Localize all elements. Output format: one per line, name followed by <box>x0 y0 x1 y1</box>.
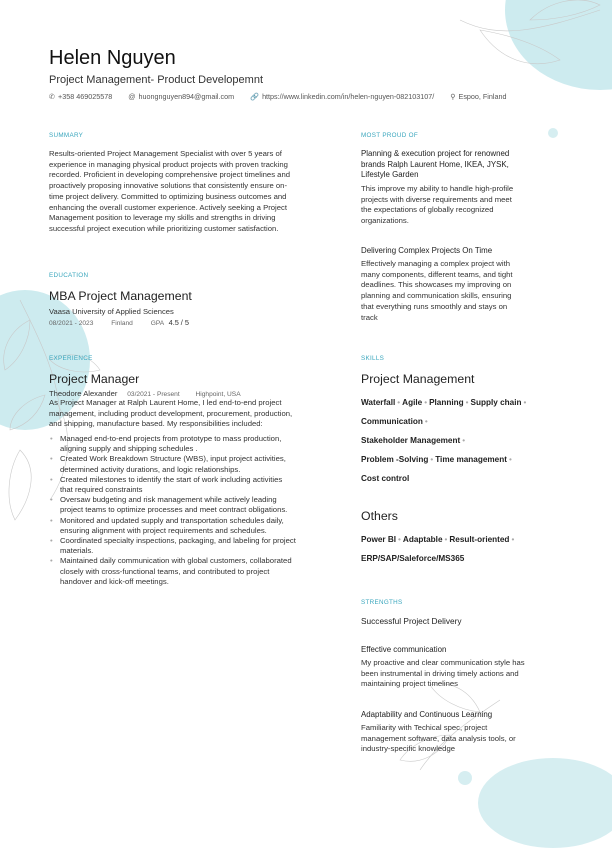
phone[interactable] <box>49 92 119 101</box>
skill-row: Problem -Solving • Time management • <box>361 455 512 464</box>
strength-title: Successful Project Delivery <box>361 616 462 626</box>
job-role: Project Manager <box>49 372 140 386</box>
job-intro <box>49 398 349 430</box>
degree: MBA Project Management <box>49 289 192 303</box>
gpa-label: GPA <box>150 320 164 327</box>
experience-heading: EXPERIENCE <box>49 355 93 362</box>
skill-tag: Result-oriented <box>449 535 510 544</box>
skill-row: Communication • <box>361 417 428 426</box>
proud-item-title: Delivering Complex Projects On Time <box>361 246 493 255</box>
job-bullets <box>49 434 349 587</box>
skill-tag: Power BI <box>361 535 397 544</box>
job-company: Theodore Alexander <box>49 389 118 398</box>
skill-tag: ERP/SAP/Saleforce/MS365 <box>361 554 465 563</box>
skills-group-title: Project Management <box>361 372 475 386</box>
summary-line: Results-oriented Project Management Specialist with over 5 years of <box>49 149 282 158</box>
skills-heading: SKILLS <box>361 355 385 362</box>
summary-line: Management position to leverage my skills and strengths in driving <box>49 213 276 223</box>
skill-tag: Cost control <box>361 474 410 483</box>
location <box>450 92 513 101</box>
job-intro-line: management, including product development, procurement, production, <box>49 408 293 418</box>
job-intro-line: As Project Manager at Ralph Laurent Home, I led end-to-end project <box>49 398 282 407</box>
decor-circle-bottom-right <box>478 758 612 848</box>
list-item: • Maintained daily communication with global customers, collaborated closely with cross-functional teams, and contributed to project handover and kick-off meetings. <box>49 556 349 587</box>
skills-group-title: Others <box>361 509 398 523</box>
list-item: • Managed end-to-end projects from prototype to mass production, aligning supply and shipping schedules . <box>49 434 349 454</box>
summary-line: time project delivery. Committed to optimizing business outcomes and <box>49 191 287 201</box>
education-location: Finland <box>111 320 133 327</box>
skill-row: Stakeholder Management • <box>361 436 466 445</box>
summary-heading: SUMMARY <box>49 132 84 139</box>
skill-tag: Time management <box>435 455 507 464</box>
link-icon: 🔗 <box>250 92 260 101</box>
phone-text: +358 469025578 <box>58 92 113 101</box>
summary-line: experience in managing physical product projects with proven tracking <box>49 159 288 169</box>
summary-text <box>49 149 349 235</box>
summary-line: recorded. Proficient in developing comprehensive project timelines and <box>49 170 291 180</box>
proud-heading: MOST PROUD OF <box>361 132 418 139</box>
job-dates: 03/2021 - Present <box>127 391 180 398</box>
strengths-heading: STRENGTHS <box>361 599 403 606</box>
strength-desc: My proactive and clear communication style has been instrumental in driving timely actions and maintaining project timelines <box>361 658 525 689</box>
skill-tag: Stakeholder Management <box>361 436 461 445</box>
skill-tag: Agile <box>402 398 423 407</box>
list-item: • Created Work Breakdown Structure (WBS), input project activities, determined activity durations, and logic relationships. <box>49 454 349 474</box>
at-icon: @ <box>128 92 136 101</box>
skill-row <box>361 474 409 483</box>
list-item: • Coordinated specialty inspections, packaging, and labeling for project materials. <box>49 536 349 556</box>
candidate-title: Project Management- Product Developemnt <box>49 74 263 86</box>
proud-item-desc: Effectively managing a complex project with many components, different teams, and tight deadlines. This showcases my improving on planning and communication skills, ensuring that everything runs smoothly and stays on track <box>361 259 513 322</box>
skill-tag: Problem -Solving <box>361 455 429 464</box>
decor-circle-top-right <box>505 0 612 90</box>
gpa-value: 4.5 <box>168 318 179 327</box>
summary-line: enhancing the overall customer experience. Actively seeking a Project <box>49 202 288 212</box>
skill-tag: Adaptable <box>402 535 443 544</box>
list-item: • Created milestones to identify the start of work including activities that required constraints <box>49 475 349 495</box>
list-item: • Oversaw budgeting and risk management while actively leading project teams to optimize processes and meet contract obligations. <box>49 495 349 515</box>
skill-row: Power BI • Adaptable • Result-oriented • <box>361 535 515 544</box>
list-item: • Monitored and updated supply and transportation schedules daily, ensuring alignment with project requirements and schedules. <box>49 516 349 536</box>
strength-title: Adaptability and Continuous Learning <box>361 710 493 719</box>
location-pin-icon: ⚲ <box>450 92 456 101</box>
education-heading: EDUCATION <box>49 272 89 279</box>
phone-icon: ✆ <box>49 92 56 101</box>
location-text: Espoo, Finland <box>458 92 507 101</box>
gpa-max: 5 <box>184 318 189 327</box>
decor-dot-bottom <box>458 771 472 785</box>
summary-line: proactively proposing innovative solutions that consistently ensure on- <box>49 181 288 191</box>
email[interactable] <box>128 92 241 101</box>
skill-tag: Planning <box>429 398 464 407</box>
job-meta <box>49 389 241 398</box>
school: Vaasa University of Applied Sciences <box>49 307 174 316</box>
candidate-name: Helen Nguyen <box>49 47 176 69</box>
skill-row <box>361 554 464 563</box>
summary-line: successful project execution while prioritizing customer satisfaction. <box>49 223 279 233</box>
skill-tag: Communication <box>361 417 423 426</box>
email-text: huongnguyen894@gmail.com <box>138 92 235 101</box>
decor-dot-top <box>548 128 558 138</box>
contact-row <box>49 92 521 101</box>
job-intro-line: and shipping, manufacture based. My responsibilities included: <box>49 419 263 429</box>
education-meta: 08/2021 - 2023 Finland GPA 4.5 / 5 <box>49 318 189 327</box>
proud-item-desc: This improve my ability to handle high-profile projects with diverse requirements and meet the expectations of globally recognized organizations. <box>361 184 514 226</box>
skill-row: Waterfall • Agile • Planning • Supply chain • <box>361 398 527 407</box>
job-location: Highpoint, USA <box>195 391 241 398</box>
linkedin-text: https://www.linkedin.com/in/helen-nguyen-082103107/ <box>262 92 435 101</box>
proud-item-title: Planning & execution project for renowned brands Ralph Laurent Home, IKEA, JYSK, Lifestyle Garden <box>361 149 510 180</box>
skill-tag: Supply chain <box>470 398 522 407</box>
linkedin[interactable] <box>250 92 441 101</box>
skill-tag: Waterfall <box>361 398 396 407</box>
education-dates: 08/2021 - 2023 <box>49 320 94 327</box>
strength-title: Effective communication <box>361 645 447 654</box>
strength-desc: Familiarity with Techical spec, project management software, data analysis tools, or industry-specific knowledge <box>361 723 516 754</box>
